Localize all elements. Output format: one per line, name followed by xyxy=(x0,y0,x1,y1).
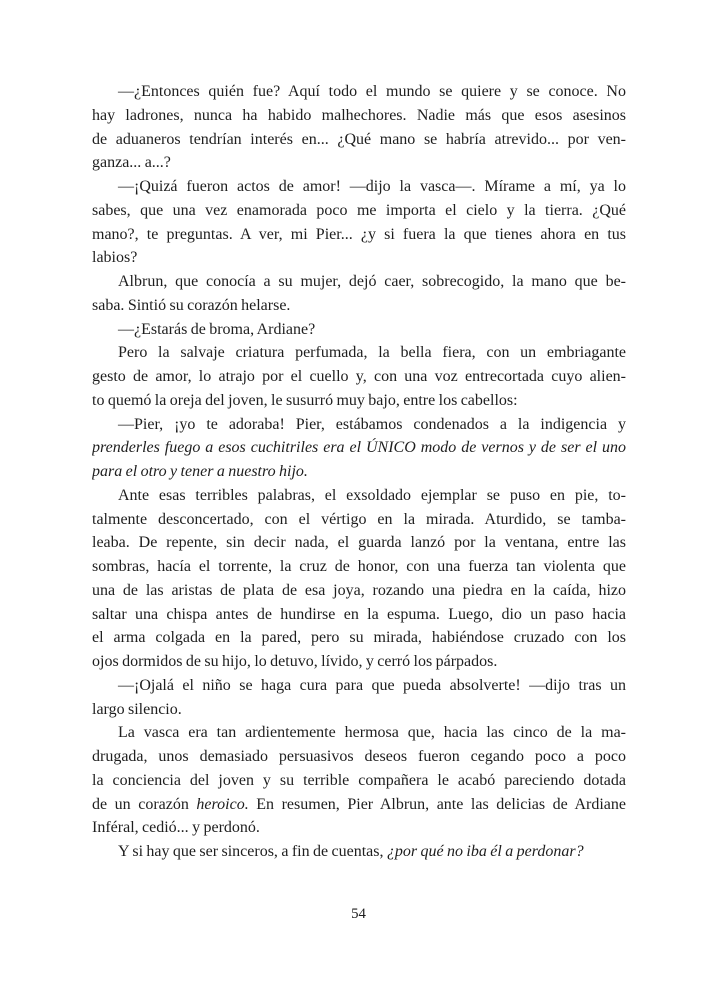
text-line xyxy=(92,508,626,532)
text-run: sabes, que una vez enamorada poco me importa el cielo y la tierra. ¿Qué xyxy=(92,201,626,219)
text-run: la conciencia del joven y su terrible compañera le acabó pareciendo dotada xyxy=(92,771,626,789)
text-run: Y si hay que ser sinceros, a fin de cuentas, xyxy=(118,843,387,860)
text-line xyxy=(92,531,626,555)
text-line xyxy=(92,793,626,817)
text-line xyxy=(92,389,626,413)
text-run: gesto de amor, lo atrajo por el cuello y, con una voz entrecortada cuyo alien- xyxy=(92,368,626,385)
text-run: Ante esas terribles palabras, el exsoldado ejemplar se puso en pie, to- xyxy=(118,486,626,504)
italic-text-run: prenderles fuego a esos cuchitriles era el ÚNICO modo de vernos y de ser el uno xyxy=(92,439,626,457)
text-line xyxy=(92,151,626,175)
text-run: saba. Sintió su corazón helarse. xyxy=(92,296,291,314)
text-run: una de las aristas de plata de esa joya, rozando una piedra en la caída, hizo xyxy=(92,581,626,599)
text-run: La vasca era tan ardientemente hermosa que, hacia las cinco de la ma- xyxy=(118,724,626,742)
text-line xyxy=(92,603,626,627)
text-line xyxy=(92,128,626,152)
text-run: —¿Entonces quién fue? Aquí todo el mundo se quiere y se conoce. No xyxy=(118,83,626,100)
text-line xyxy=(92,341,626,365)
text-line xyxy=(92,721,626,745)
text-run: de aduaneros tendrían interés en... ¿Qué mano se habría atrevido... por ven- xyxy=(92,130,626,148)
text-run: drugada, unos demasiado persuasivos deseos fueron cegando poco a poco xyxy=(92,748,626,765)
text-line xyxy=(92,769,626,793)
text-line xyxy=(92,555,626,579)
text-run: Inféral, cedió... y perdonó. xyxy=(92,819,260,837)
text-run: Albrun, que conocía a su mujer, dejó caer, sobrecogido, la mano que be- xyxy=(118,273,626,290)
text-line xyxy=(92,223,626,247)
text-line xyxy=(92,460,626,484)
text-line xyxy=(92,840,626,864)
text-line xyxy=(92,104,626,128)
text-run: el arma colgada en la pared, pero su mirada, habiéndose cruzado con los xyxy=(92,629,626,647)
text-line xyxy=(92,745,626,769)
text-line xyxy=(92,650,626,674)
text-run: En resumen, Pier Albrun, ante las delicias de Ardiane xyxy=(248,795,626,813)
text-run: talmente desconcertado, con el vértigo en la mirada. Aturdido, se tamba- xyxy=(92,510,626,528)
text-line xyxy=(92,80,626,104)
text-run: to quemó la oreja del joven, le susurró muy bajo, entre los cabellos: xyxy=(92,391,518,409)
text-line xyxy=(92,698,626,722)
text-run: —¡Ojalá el niño se haga cura para que pueda absolverte! —dijo tras un xyxy=(118,676,626,694)
text-line xyxy=(92,579,626,603)
text-line xyxy=(92,294,626,318)
text-run: saltar una chispa antes de hundirse en la espuma. Luego, dio un paso hacia xyxy=(92,605,626,623)
text-run: de un corazón xyxy=(92,795,197,813)
text-run: —¡Quizá fueron actos de amor! —dijo la vasca—. Mírame a mí, ya lo xyxy=(118,178,626,195)
text-line xyxy=(92,318,626,342)
page-text xyxy=(92,80,626,864)
text-line xyxy=(92,626,626,650)
text-line xyxy=(92,246,626,270)
text-line xyxy=(92,413,626,437)
text-run: ojos dormidos de su hijo, lo detuvo, lívido, y cerró los párpados. xyxy=(92,653,498,670)
italic-text-run: ¿por qué no iba él a perdonar? xyxy=(386,843,584,860)
italic-text-run: heroico. xyxy=(196,795,249,813)
text-run: hay ladrones, nunca ha habido malhechores. Nadie más que esos asesinos xyxy=(92,106,626,124)
text-line xyxy=(92,436,626,460)
text-line xyxy=(92,199,626,223)
text-line xyxy=(92,674,626,698)
text-line xyxy=(92,484,626,508)
text-run: largo silencio. xyxy=(92,700,182,718)
text-run: Pero la salvaje criatura perfumada, la bella fiera, con un embriagante xyxy=(118,344,626,362)
text-run: ganza... a...? xyxy=(92,154,171,172)
text-run: —¿Estarás de broma, Ardiane? xyxy=(118,320,316,338)
page-number: 54 xyxy=(351,906,366,922)
text-run: sombras, hacía el torrente, la cruz de honor, con una fuerza tan violenta que xyxy=(92,558,626,575)
text-line xyxy=(92,365,626,389)
text-line xyxy=(92,270,626,294)
text-line xyxy=(92,816,626,840)
text-line xyxy=(92,175,626,199)
text-run: leaba. De repente, sin decir nada, el guarda lanzó por la ventana, entre las xyxy=(92,534,626,552)
text-run: mano?, te preguntas. A ver, mi Pier... ¿y si fuera la que tienes ahora en tus xyxy=(92,225,626,243)
italic-text-run: para el otro y tener a nuestro hijo. xyxy=(92,463,308,480)
text-run: —Pier, ¡yo te adoraba! Pier, estábamos condenados a la indigencia y xyxy=(118,415,626,433)
text-run: labios? xyxy=(92,249,138,267)
